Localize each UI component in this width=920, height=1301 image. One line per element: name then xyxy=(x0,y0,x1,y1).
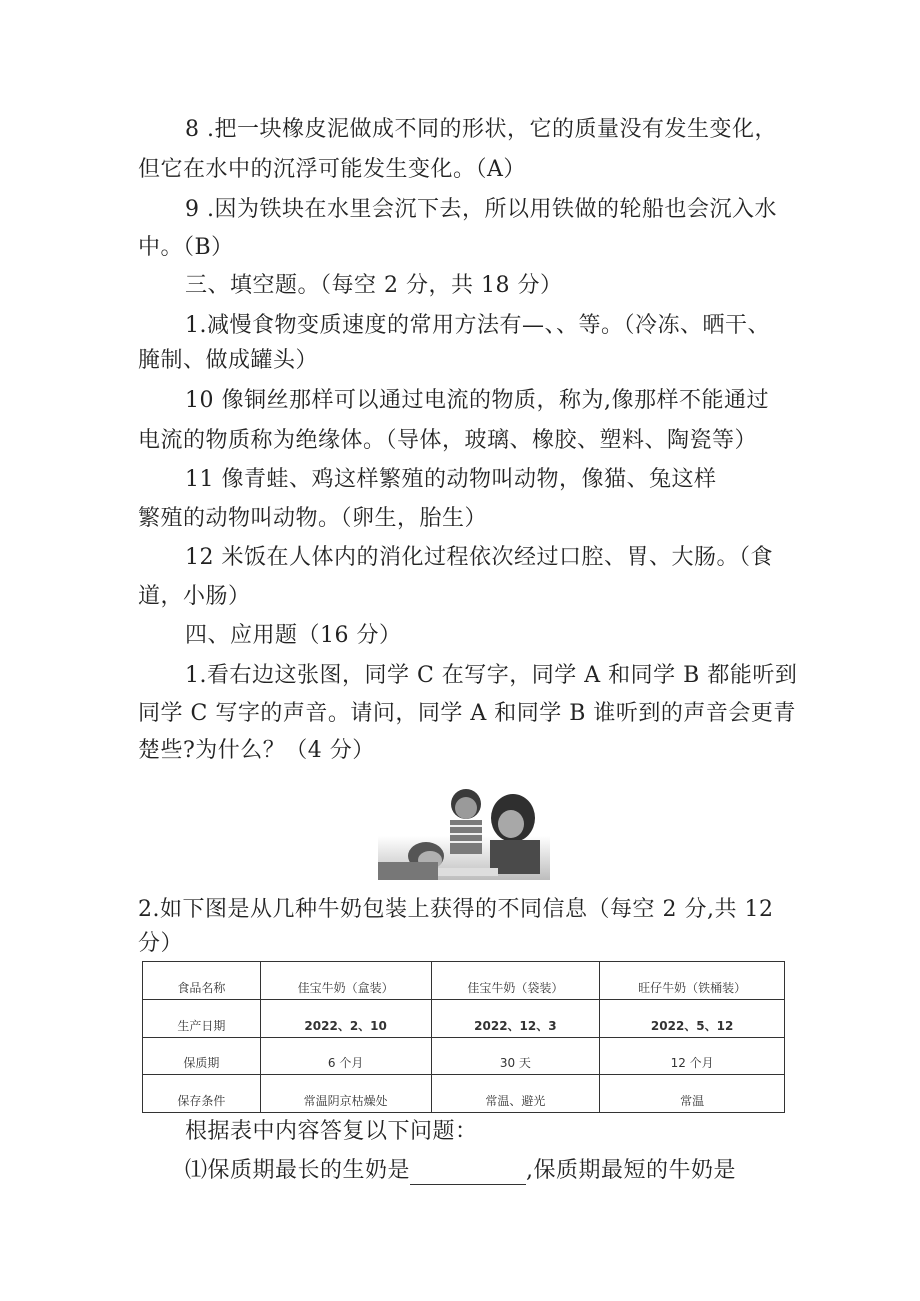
table-cell: 2022、2、10 xyxy=(260,999,431,1037)
table-cell: 生产日期 xyxy=(143,999,261,1037)
fill-10-line-1: 10 像铜丝那样可以通过电流的物质，称为,像那样不能通过 xyxy=(185,388,769,413)
table-cell: 食品名称 xyxy=(143,962,261,1000)
table-cell: 保存条件 xyxy=(143,1075,261,1113)
fill-11-line-1: 11 像青蛙、鸡这样繁殖的动物叫动物，像猫、兔这样 xyxy=(185,467,717,492)
table-row xyxy=(143,1075,785,1113)
app-1-line-3: 楚些?为什么？（4 分） xyxy=(138,738,375,763)
table-cell: 2022、5、12 xyxy=(600,999,785,1037)
table-cell: 12 个月 xyxy=(600,1037,785,1075)
answer-blank[interactable] xyxy=(410,1162,526,1185)
app-2-line-2: 分） xyxy=(138,931,184,956)
app-1-line-1: 1.看右边这张图，同学 C 在写字，同学 A 和同学 B 都能听到 xyxy=(185,663,798,688)
question-1-text-a: ⑴保质期最长的生奶是 xyxy=(185,1158,411,1183)
fill-1-line-1: 1.减慢食物变质速度的常用方法有—、、等。（冷冻、晒干、 xyxy=(185,313,770,338)
milk-info-table xyxy=(142,961,785,1113)
table-row xyxy=(143,1037,785,1075)
table-cell: 佳宝牛奶（袋装） xyxy=(431,962,600,1000)
table-cell: 常温、避光 xyxy=(431,1075,600,1113)
fill-11-line-2: 繁殖的动物叫动物。（卵生，胎生） xyxy=(138,506,488,531)
question-8-line-2: 但它在水中的沉浮可能发生变化。（A） xyxy=(138,157,526,182)
question-8-line-1: 8 .把一块橡皮泥做成不同的形状，它的质量没有发生变化， xyxy=(185,117,777,142)
app-2-line-1: 2.如下图是从几种牛奶包装上获得的不同信息（每空 2 分,共 12 xyxy=(138,897,774,922)
table-cell: 佳宝牛奶（盒装） xyxy=(260,962,431,1000)
question-9-line-1: 9 .因为铁块在水里会沉下去，所以用铁做的轮船也会沉入水 xyxy=(185,197,777,222)
table-cell: 常温 xyxy=(600,1075,785,1113)
question-1-text-b: ,保质期最短的牛奶是 xyxy=(526,1158,737,1183)
answer-instruction: 根据表中内容答复以下问题： xyxy=(185,1119,478,1144)
app-1-line-2: 同学 C 写字的声音。请问，同学 A 和同学 B 谁听到的声音会更青 xyxy=(138,701,796,726)
fill-10-line-2: 电流的物质称为绝缘体。（导体，玻璃、橡胶、塑料、陶瓷等） xyxy=(138,428,758,453)
table-row xyxy=(143,999,785,1037)
table-cell: 旺仔牛奶（铁桶装） xyxy=(600,962,785,1000)
section-4-heading: 四、应用题（16 分） xyxy=(185,623,402,648)
children-listening-photo-icon xyxy=(378,776,550,880)
fill-12-line-2: 道，小肠） xyxy=(138,584,251,609)
fill-1-line-2: 腌制、做成罐头） xyxy=(138,348,319,373)
section-3-heading: 三、填空题。（每空 2 分，共 18 分） xyxy=(185,273,563,298)
table-row xyxy=(143,962,785,1000)
table-cell: 保质期 xyxy=(143,1037,261,1075)
table-cell: 30 天 xyxy=(431,1037,600,1075)
fill-12-line-1: 12 米饭在人体内的消化过程依次经过口腔、胃、大肠。（食 xyxy=(185,545,773,570)
table-cell: 6 个月 xyxy=(260,1037,431,1075)
question-9-line-2: 中。（B） xyxy=(138,235,234,260)
table-cell: 常温阴京枯燥处 xyxy=(260,1075,431,1113)
table-cell: 2022、12、3 xyxy=(431,999,600,1037)
question-1-line xyxy=(185,1157,736,1185)
